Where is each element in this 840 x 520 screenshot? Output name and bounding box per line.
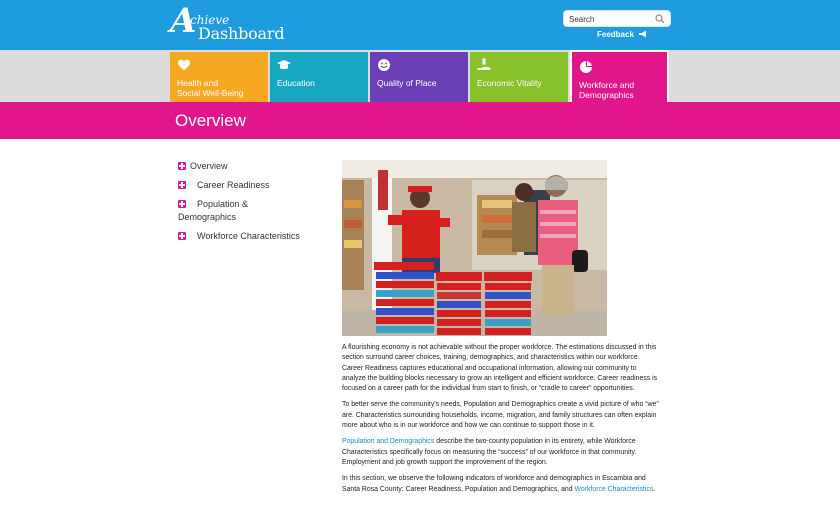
graduation-cap-icon <box>277 58 291 72</box>
tab-workforce-demographics[interactable] <box>570 50 669 102</box>
paragraph-text: . <box>653 485 656 493</box>
sidenav-item-label-line2: Demographics <box>178 212 237 222</box>
sidenav-item-career-readiness[interactable] <box>178 179 318 192</box>
tab-health-social-well-being[interactable] <box>170 52 268 102</box>
store-scene-illustration <box>342 160 607 336</box>
money-hand-icon <box>477 58 491 72</box>
population-demographics-link[interactable]: Population and Demographics <box>342 438 435 446</box>
megaphone-icon <box>638 30 648 38</box>
paragraph-text: In this section, we observe the following indicators of workforce and demographics in Escambia and Santa Rosa County: Career Readiness, Population and Demographics, and <box>342 475 646 493</box>
sidenav-item-overview[interactable] <box>178 160 318 173</box>
tab-label-line1: Workforce and <box>579 80 635 90</box>
page-title-bar <box>0 102 840 139</box>
paragraph-intro: A flourishing economy is not achievable without the proper workforce. The estimations discussed in this section surround career choices, training, demographics, and characteristics within our workforce. Career Readiness captures educational and occupational information, allowing our community to analyze the building blocks necessary to grow an intelligent and efficient workforce. Career readiness is focused on a career path for the individual from start to finish, or “cradle to career” opportunities. <box>342 344 658 393</box>
achieve-dashboard-logo[interactable] <box>170 1 285 44</box>
search-icon[interactable] <box>655 14 665 24</box>
tab-education[interactable] <box>270 52 368 102</box>
sidenav-item-label: Population & <box>197 199 249 209</box>
logo-word-dashboard: Dashboard <box>198 24 285 43</box>
tab-label-line1: Health and <box>177 78 219 88</box>
sidenav-item-label: Career Readiness <box>197 180 270 190</box>
paragraph-population-link <box>342 437 659 468</box>
plus-icon <box>178 232 186 240</box>
smiley-icon <box>377 58 391 72</box>
overview-content <box>342 343 659 501</box>
workforce-photo <box>342 160 607 336</box>
tab-label-line1: Economic Vitality <box>477 78 542 88</box>
feedback-label: Feedback <box>597 30 634 39</box>
section-sidenav <box>178 160 318 249</box>
category-nav <box>0 50 840 102</box>
paragraph-population: To better serve the community’s needs, Population and Demographics create a vivid picture of who “we” are. Characteristics surrounding households, income, migration, and family structures can often explain more about who is in our workforce and how we can continue to support those in it. <box>342 401 659 430</box>
tab-label-line2: Demographics <box>579 90 634 100</box>
search-box <box>563 10 671 27</box>
workforce-characteristics-link[interactable]: Workforce Characteristics <box>574 485 654 493</box>
tab-label-line2: Social Well-Being <box>177 88 244 98</box>
plus-icon <box>178 162 186 170</box>
logo-letter: A <box>170 1 197 41</box>
paragraph-indicators <box>342 474 659 495</box>
site-header <box>0 0 840 50</box>
paragraph-text: describe the two-county population in its entirety, while Workforce Characteristics specifically focus on measuring the “success” of our workforce in that community. Employment and job growth support the improvement of the region. <box>342 438 637 466</box>
sidenav-item-population-demographics[interactable] <box>178 198 318 224</box>
tab-label-line1: Education <box>277 78 315 88</box>
pie-chart-icon <box>579 60 593 74</box>
heart-icon <box>177 58 191 72</box>
tab-label-line1: Quality of Place <box>377 78 437 88</box>
sidenav-item-label: Overview <box>190 161 228 171</box>
sidenav-item-label: Workforce Characteristics <box>197 231 300 241</box>
plus-icon <box>178 181 186 189</box>
feedback-link[interactable] <box>597 30 648 39</box>
logo-word-achieve: chieve <box>190 13 230 27</box>
page-title: Overview <box>175 111 246 130</box>
tab-economic-vitality[interactable] <box>470 52 568 102</box>
tab-quality-of-place[interactable] <box>370 52 468 102</box>
search-input[interactable] <box>569 12 655 26</box>
sidenav-item-workforce-characteristics[interactable] <box>178 230 318 243</box>
plus-icon <box>178 200 186 208</box>
